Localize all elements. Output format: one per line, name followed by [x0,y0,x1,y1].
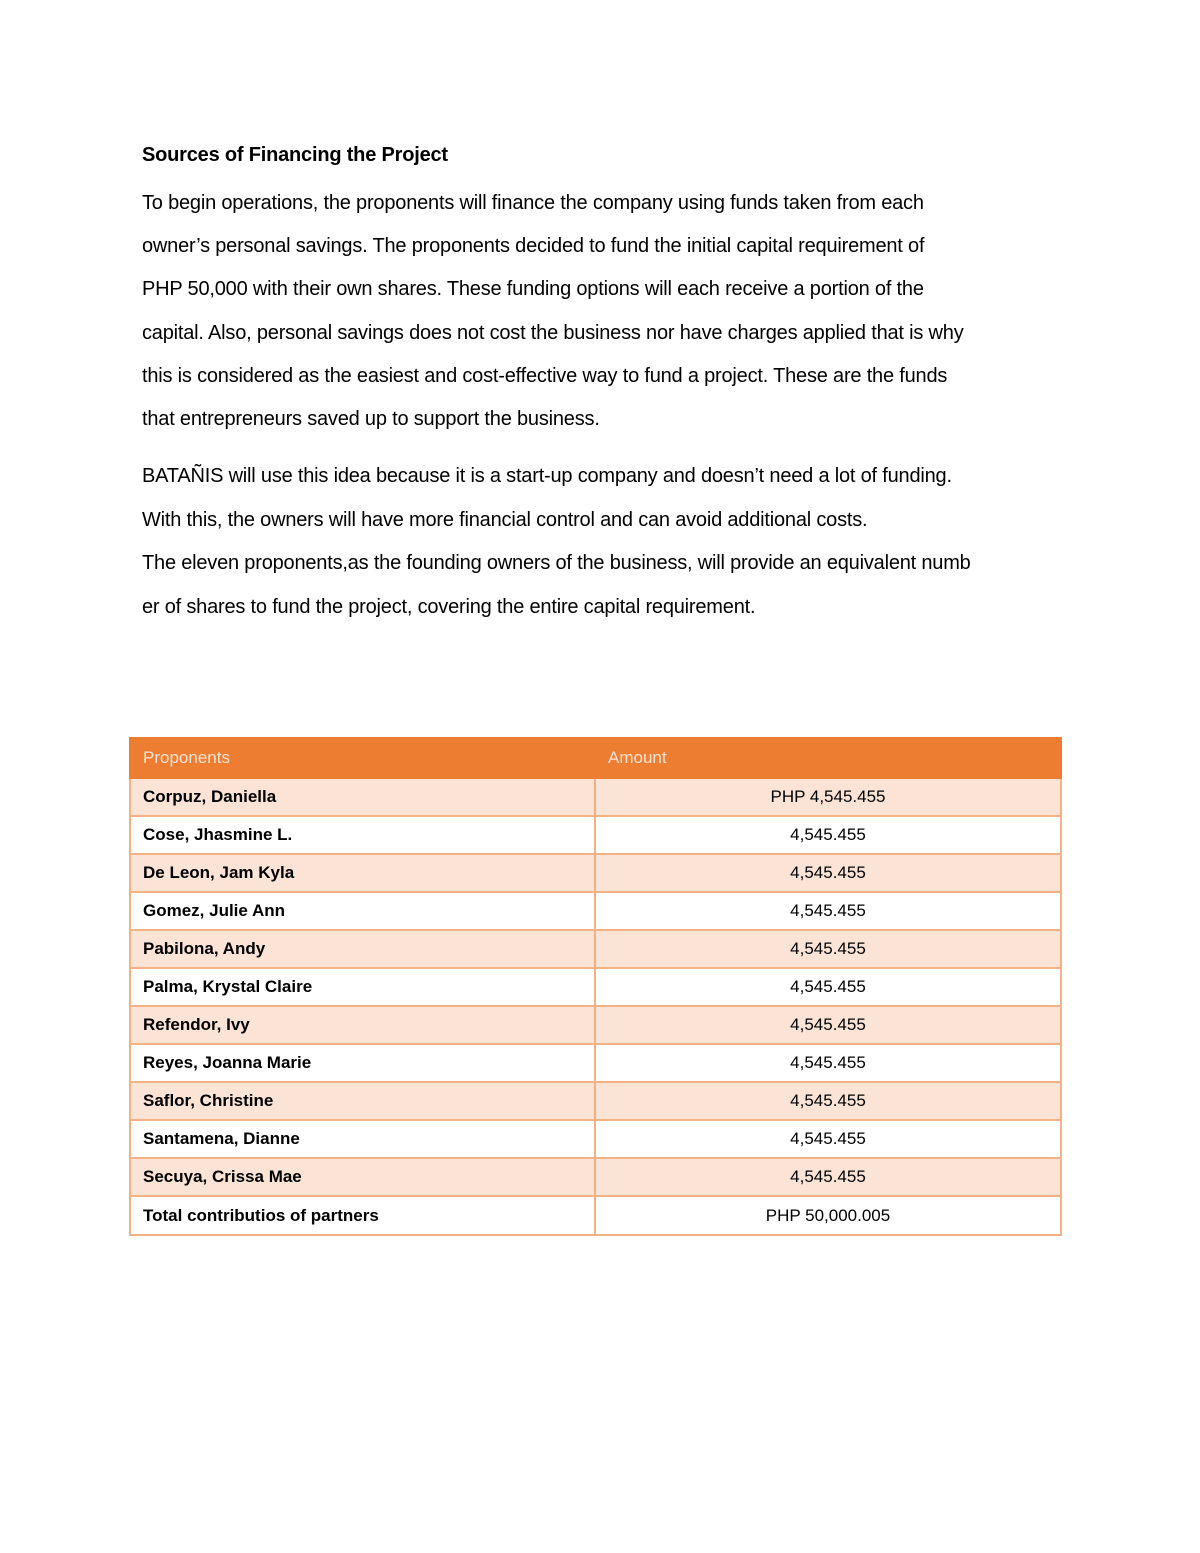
paragraph-line: capital. Also, personal savings does not cost the business nor have charges applied that is why [142,321,964,344]
paragraph-line: PHP 50,000 with their own shares. These funding options will each receive a portion of the [142,278,924,301]
proponent-name: De Leon, Jam Kyla [130,854,595,892]
header-proponents: Proponents [130,738,595,778]
paragraph-line: owner’s personal savings. The proponents decided to fund the initial capital requirement of [142,235,925,258]
table-row [130,1120,1061,1158]
proponent-name: Gomez, Julie Ann [130,892,595,930]
total-amount: PHP 50,000.005 [595,1196,1061,1235]
table-row [130,1044,1061,1082]
total-label: Total contributios of partners [130,1196,595,1235]
proponent-amount: 4,545.455 [595,854,1061,892]
paragraph-batanis-plan [142,455,1072,629]
proponent-name: Corpuz, Daniella [130,778,595,816]
table-row [130,854,1061,892]
paragraph-line: er of shares to fund the project, covering the entire capital requirement. [142,595,756,618]
proponent-name: Secuya, Crissa Mae [130,1158,595,1196]
paragraph-line: this is considered as the easiest and cost-effective way to fund a project. These are the funds [142,364,948,387]
paragraph-line: The eleven proponents,as the founding owners of the business, will provide an equivalent numb [142,552,971,575]
proponent-amount: 4,545.455 [595,892,1061,930]
proponent-name: Santamena, Dianne [130,1120,595,1158]
proponent-amount: PHP 4,545.455 [595,778,1061,816]
table-header-row [130,738,1061,778]
proponent-amount: 4,545.455 [595,1006,1061,1044]
table-row [130,1158,1061,1196]
paragraph-line: To begin operations, the proponents will finance the company using funds taken from each [142,192,924,214]
header-amount: Amount [595,738,1061,778]
contributions-table [129,737,1062,1236]
proponent-amount: 4,545.455 [595,968,1061,1006]
paragraph-line: that entrepreneurs saved up to support the business. [142,407,600,430]
proponent-name: Refendor, Ivy [130,1006,595,1044]
table-row [130,1006,1061,1044]
proponent-amount: 4,545.455 [595,816,1061,854]
table-row [130,968,1061,1006]
proponent-name: Cose, Jhasmine L. [130,816,595,854]
paragraph-line: BATAÑIS will use this idea because it is a start-up company and doesn’t need a lot of funding. [142,465,952,487]
proponent-name: Reyes, Joanna Marie [130,1044,595,1082]
paragraph-financing-intro [142,182,1072,441]
table-row [130,892,1061,930]
table-row [130,816,1061,854]
proponent-name: Saflor, Christine [130,1082,595,1120]
proponent-amount: 4,545.455 [595,1044,1061,1082]
section-heading: Sources of Financing the Project [142,144,448,166]
table-row [130,778,1061,816]
table-row [130,930,1061,968]
proponent-name: Pabilona, Andy [130,930,595,968]
proponent-amount: 4,545.455 [595,1158,1061,1196]
table-row [130,1082,1061,1120]
proponent-name: Palma, Krystal Claire [130,968,595,1006]
table-total-row [130,1196,1061,1235]
paragraph-line: With this, the owners will have more financial control and can avoid additional costs. [142,508,868,531]
proponent-amount: 4,545.455 [595,930,1061,968]
proponent-amount: 4,545.455 [595,1082,1061,1120]
proponent-amount: 4,545.455 [595,1120,1061,1158]
